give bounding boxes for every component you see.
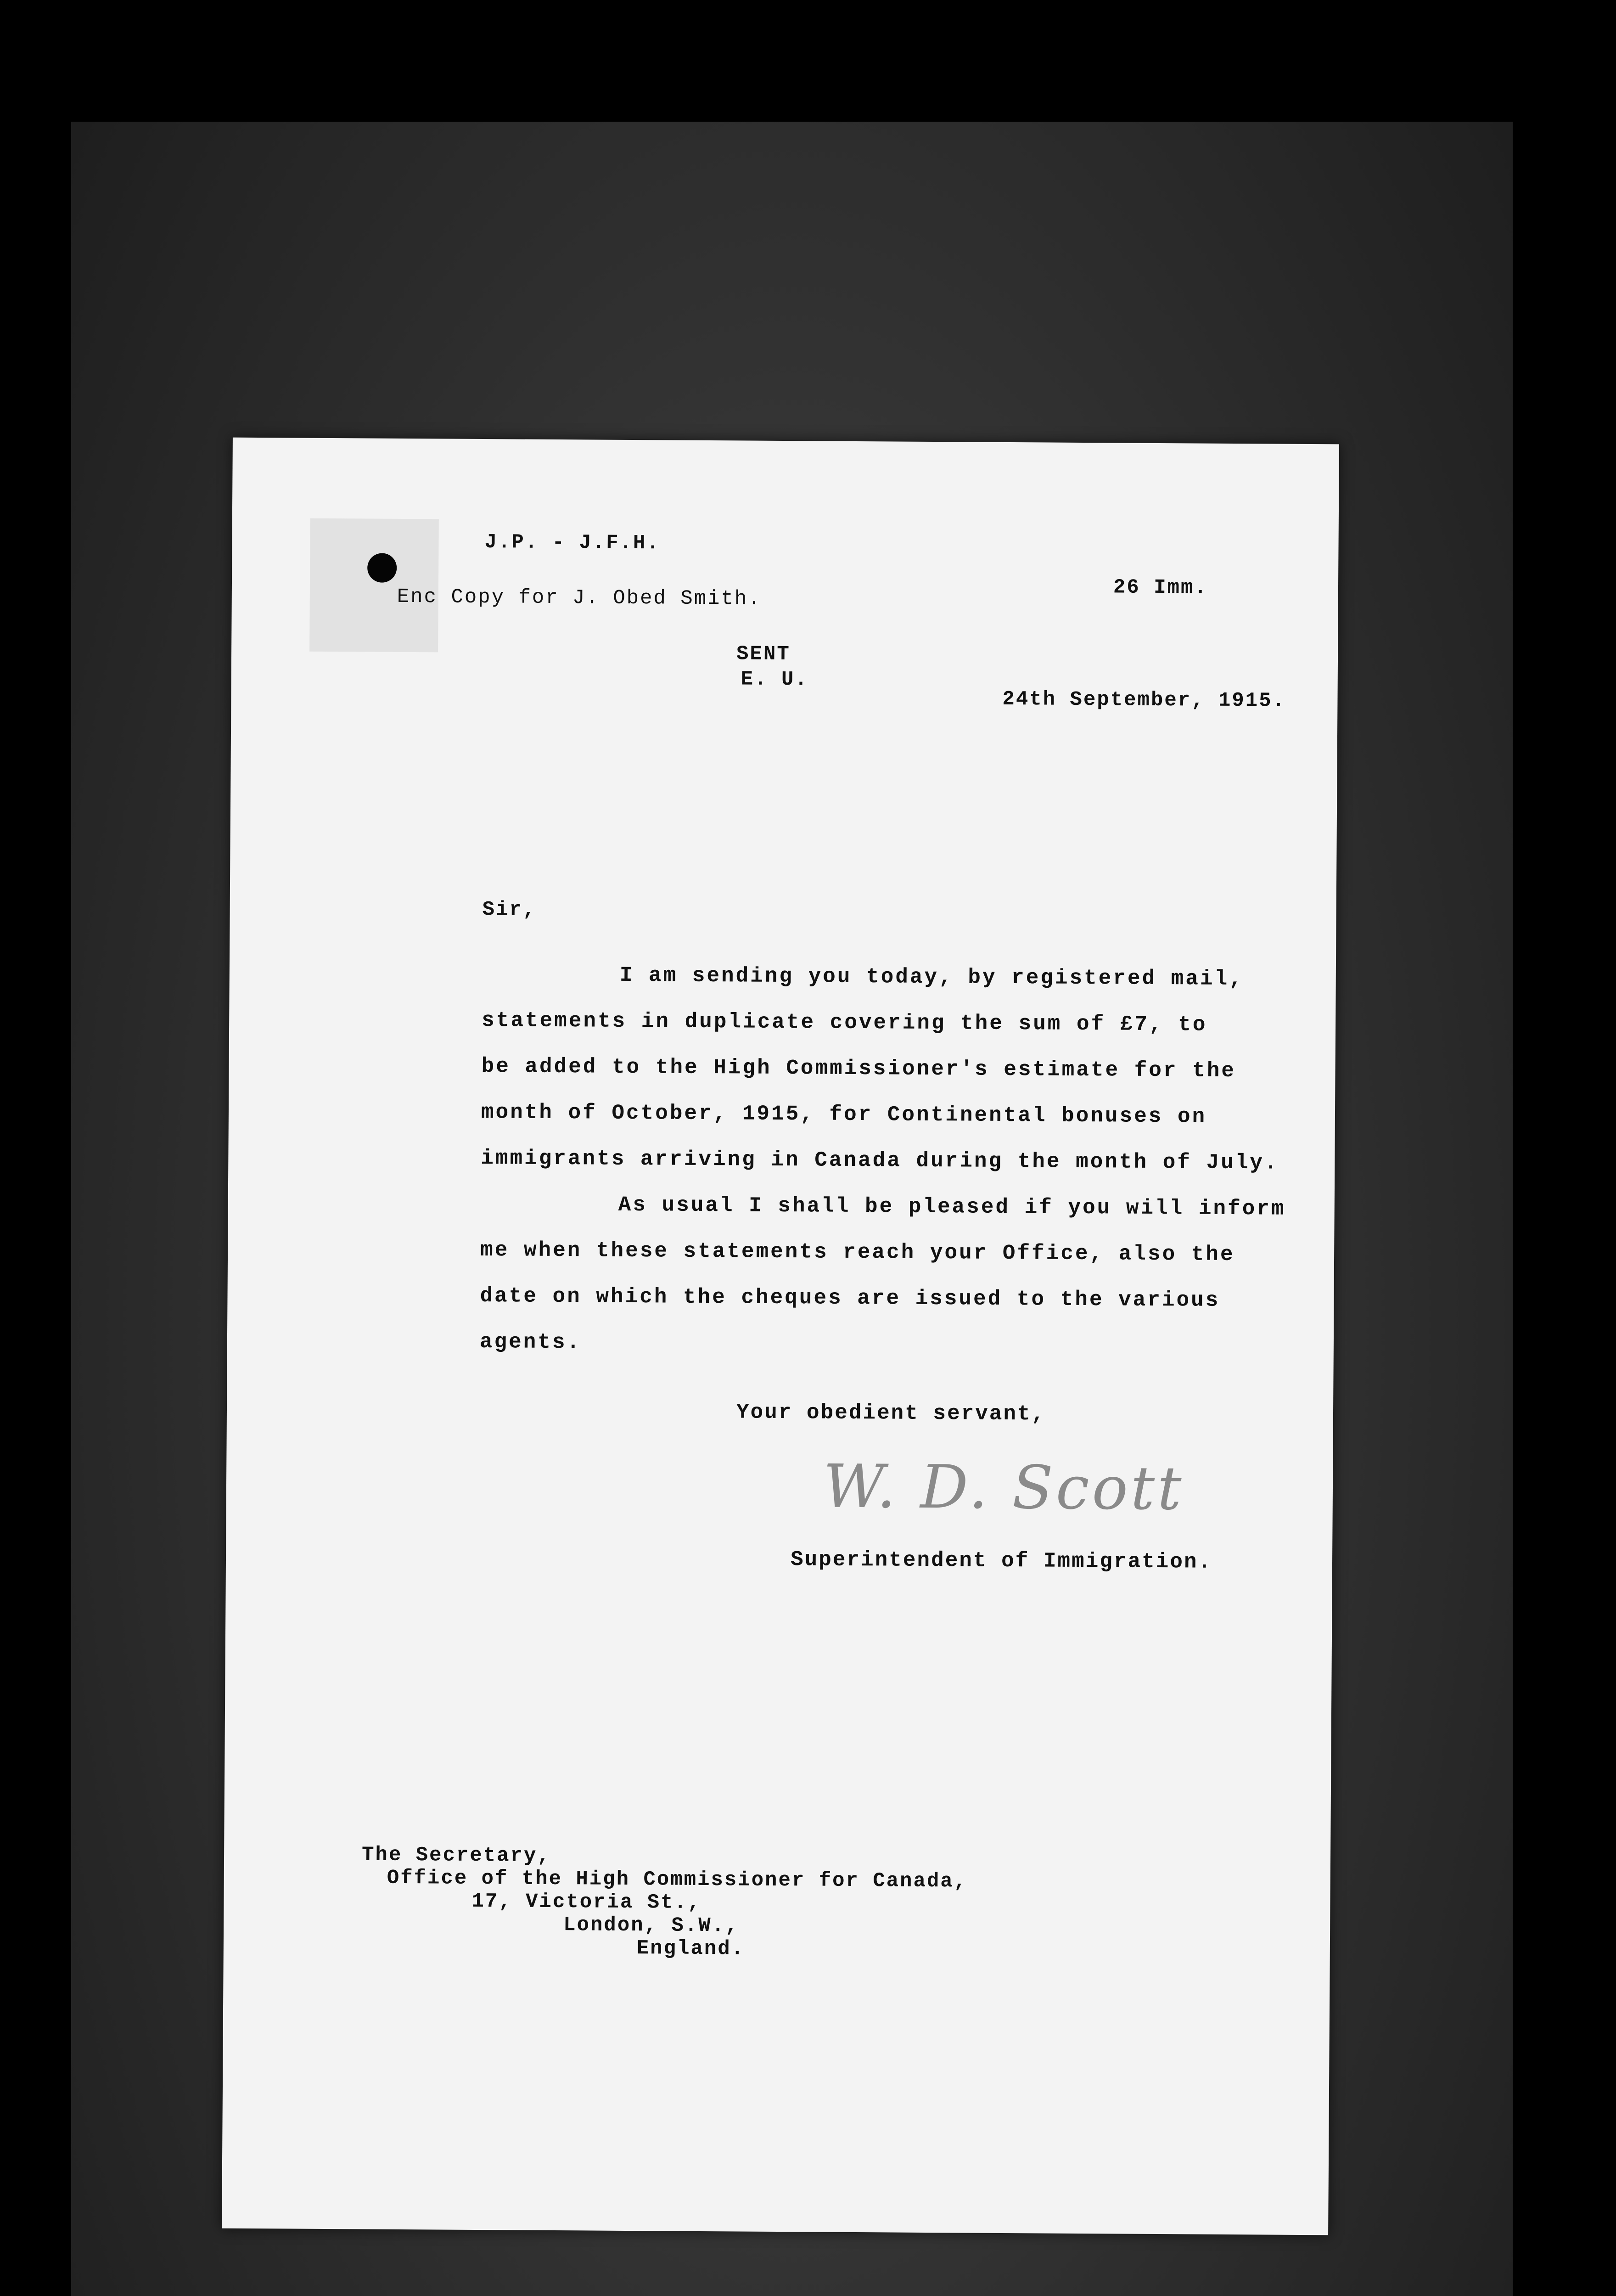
sent-stamp: SENT <box>736 642 791 666</box>
salutation: Sir, <box>482 898 537 922</box>
letter-page <box>222 438 1339 2235</box>
closing: Your obedient servant, <box>736 1400 1046 1426</box>
address-line: 17, Victoria St., <box>471 1890 701 1914</box>
copy-note: Enc Copy for J. Obed Smith. <box>397 585 762 611</box>
punch-hole <box>367 553 397 582</box>
body-line: month of October, 1915, for Continental bonuses on <box>481 1100 1207 1129</box>
address-line: England. <box>636 1937 745 1961</box>
body-line: be added to the High Commissioner's estimate for the <box>481 1054 1236 1083</box>
address-line: London, S.W., <box>563 1913 739 1938</box>
sent-initials: E. U. <box>741 668 808 692</box>
body-line: immigrants arriving in Canada during the month of July. <box>481 1146 1279 1175</box>
body-line: As usual I shall be pleased if you will inform <box>618 1193 1286 1221</box>
letter-date: 24th September, 1915. <box>1002 687 1286 713</box>
body-line: statements in duplicate covering the sum of £7, to <box>482 1008 1207 1037</box>
body-line: me when these statements reach your Office, also the <box>480 1238 1235 1267</box>
address-line: Office of the High Commissioner for Canada, <box>387 1866 968 1893</box>
file-number: 26 Imm. <box>1113 576 1208 600</box>
signature: W. D. Scott <box>823 1451 1184 1524</box>
body-line: I am sending you today, by registered mail, <box>619 963 1244 991</box>
reference-initials: J.P. - J.F.H. <box>484 531 660 555</box>
address-line: The Secretary, <box>361 1843 551 1868</box>
signer-title: Superintendent of Immigration. <box>790 1548 1212 1574</box>
body-line: date on which the cheques are issued to the various <box>480 1284 1220 1312</box>
body-line: agents. <box>479 1329 582 1355</box>
